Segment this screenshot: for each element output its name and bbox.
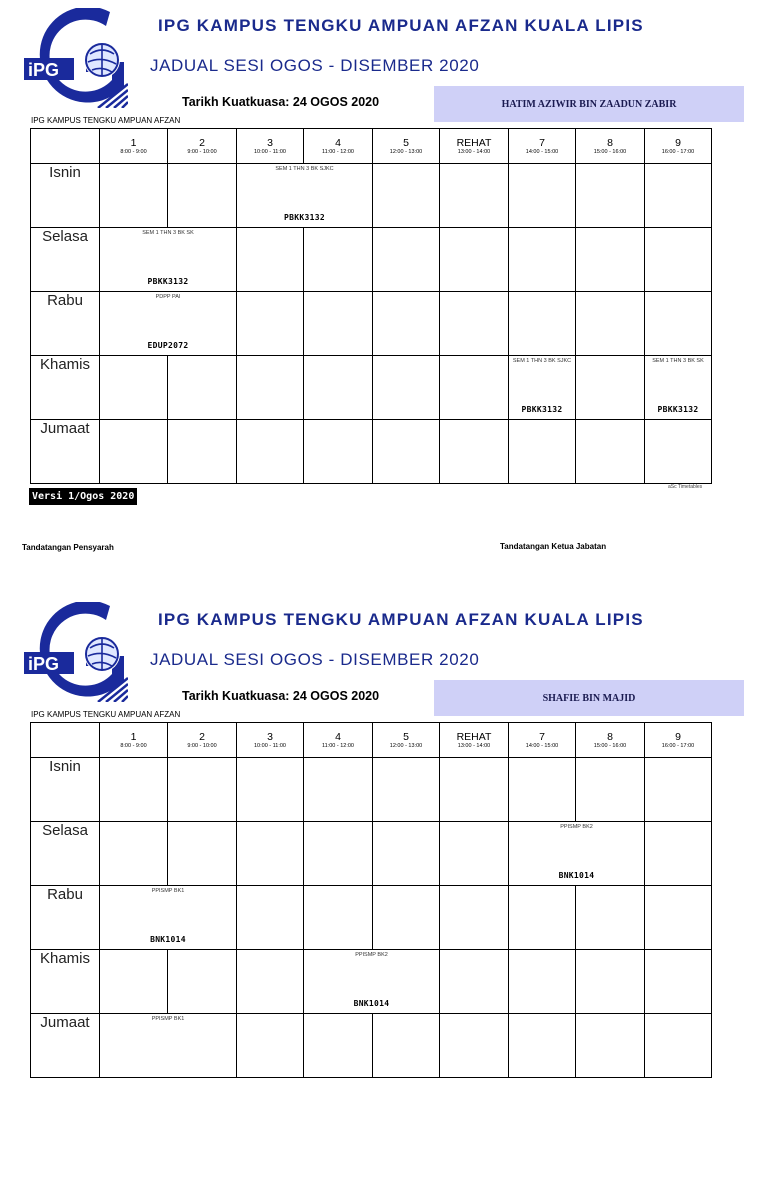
empty-slot xyxy=(304,1014,373,1078)
empty-slot xyxy=(100,164,168,228)
software-credit: aSc Timetables xyxy=(668,484,703,490)
empty-slot xyxy=(373,1014,440,1078)
empty-slot xyxy=(304,356,373,420)
class-group-label: SEM 1 THN 3 BK SK xyxy=(652,358,704,364)
empty-slot xyxy=(304,822,373,886)
empty-slot xyxy=(440,420,509,484)
course-code: BNK1014 xyxy=(558,871,595,880)
empty-slot xyxy=(509,886,576,950)
lecturer-signature-label: Tandatangan Pensyarah xyxy=(22,543,114,552)
day-label: Selasa xyxy=(31,228,100,292)
institution-title: IPG KAMPUS TENGKU AMPUAN AFZAN KUALA LIPIS xyxy=(158,610,644,629)
period-header xyxy=(645,129,712,164)
empty-slot xyxy=(373,822,440,886)
period-header xyxy=(237,129,304,164)
empty-slot xyxy=(237,886,304,950)
institution-title: IPG KAMPUS TENGKU AMPUAN AFZAN KUALA LIPIS xyxy=(158,16,644,35)
day-label: Rabu xyxy=(31,292,100,356)
logo-text: iPG xyxy=(28,60,60,80)
period-time: 9:00 - 10:00 xyxy=(187,149,217,155)
course-code: BNK1014 xyxy=(353,999,390,1008)
empty-slot xyxy=(237,356,304,420)
empty-slot xyxy=(237,1014,304,1078)
period-header xyxy=(576,723,645,758)
period-number: 2 xyxy=(199,731,205,743)
day-row xyxy=(31,950,712,1014)
period-header xyxy=(373,129,440,164)
day-label: Rabu xyxy=(31,886,100,950)
period-header xyxy=(645,723,712,758)
period-time: 12:00 - 13:00 xyxy=(389,743,423,749)
institution-subtitle: IPG KAMPUS TENGKU AMPUAN AFZAN xyxy=(31,710,181,719)
period-number: 5 xyxy=(403,731,409,743)
day-row xyxy=(31,758,712,822)
lecturer-name: SHAFIE BIN MAJID xyxy=(434,680,744,716)
empty-slot xyxy=(440,886,509,950)
timetable-grid xyxy=(30,722,712,1078)
lecturer-name: HATIM AZIWIR BIN ZAADUN ZABIR xyxy=(434,86,744,122)
period-number: 9 xyxy=(675,137,681,149)
period-time: 15:00 - 16:00 xyxy=(593,149,627,155)
class-slot xyxy=(100,292,237,356)
period-time: 14:00 - 15:00 xyxy=(525,743,559,749)
version-label: Versi 1/Ogos 2020 xyxy=(29,488,137,505)
period-number: 4 xyxy=(335,731,341,743)
period-time: 8:00 - 9:00 xyxy=(120,149,147,155)
class-slot xyxy=(100,228,237,292)
empty-slot xyxy=(576,950,645,1014)
empty-slot xyxy=(304,758,373,822)
period-header-row xyxy=(31,129,712,164)
empty-slot xyxy=(576,886,645,950)
day-row xyxy=(31,420,712,484)
empty-slot xyxy=(237,950,304,1014)
period-time: 13:00 - 14:00 xyxy=(457,149,491,155)
empty-slot xyxy=(645,822,712,886)
empty-slot xyxy=(373,356,440,420)
day-label: Jumaat xyxy=(31,420,100,484)
class-slot xyxy=(304,950,440,1014)
class-slot xyxy=(100,1014,237,1078)
day-label: Selasa xyxy=(31,822,100,886)
day-label: Isnin xyxy=(31,758,100,822)
empty-slot xyxy=(645,758,712,822)
period-number: 8 xyxy=(607,137,613,149)
period-header xyxy=(100,129,168,164)
empty-slot xyxy=(645,228,712,292)
class-slot xyxy=(237,164,373,228)
corner-cell xyxy=(31,723,100,758)
period-header xyxy=(576,129,645,164)
empty-slot xyxy=(576,758,645,822)
empty-slot xyxy=(100,356,168,420)
empty-slot xyxy=(100,758,168,822)
class-group-label: PPISMP BK1 xyxy=(151,1016,185,1022)
empty-slot xyxy=(237,822,304,886)
empty-slot xyxy=(168,758,237,822)
empty-slot xyxy=(168,164,237,228)
empty-slot xyxy=(373,292,440,356)
day-row xyxy=(31,292,712,356)
empty-slot xyxy=(509,758,576,822)
period-number: 7 xyxy=(539,731,545,743)
empty-slot xyxy=(645,164,712,228)
empty-slot xyxy=(440,228,509,292)
empty-slot xyxy=(100,420,168,484)
empty-slot xyxy=(304,420,373,484)
period-time: 16:00 - 17:00 xyxy=(661,743,695,749)
empty-slot xyxy=(509,164,576,228)
period-header xyxy=(237,723,304,758)
empty-slot xyxy=(237,758,304,822)
empty-slot xyxy=(645,292,712,356)
course-code: EDUP2072 xyxy=(147,341,189,350)
empty-slot xyxy=(576,228,645,292)
empty-slot xyxy=(168,950,237,1014)
class-group-label: SEM 1 THN 3 BK SK xyxy=(142,230,194,236)
class-slot xyxy=(509,822,645,886)
period-time: 15:00 - 16:00 xyxy=(593,743,627,749)
empty-slot xyxy=(509,292,576,356)
timetable-grid xyxy=(30,128,712,484)
empty-slot xyxy=(509,420,576,484)
empty-slot xyxy=(440,356,509,420)
period-number: 1 xyxy=(130,731,137,743)
course-code: PBKK3132 xyxy=(657,405,699,414)
course-code: PBKK3132 xyxy=(284,213,325,222)
empty-slot xyxy=(440,1014,509,1078)
institution-subtitle: IPG KAMPUS TENGKU AMPUAN AFZAN xyxy=(31,116,181,125)
period-number: 8 xyxy=(607,731,613,743)
empty-slot xyxy=(168,822,237,886)
empty-slot xyxy=(237,420,304,484)
empty-slot xyxy=(509,1014,576,1078)
period-header xyxy=(509,723,576,758)
class-group-label: SEM 1 THN 3 BK SJKC xyxy=(275,166,334,172)
day-label: Isnin xyxy=(31,164,100,228)
effective-date: Tarikh Kuatkuasa: 24 OGOS 2020 xyxy=(182,95,380,109)
period-header xyxy=(304,129,373,164)
period-header-row xyxy=(31,723,712,758)
day-label: Khamis xyxy=(31,356,100,420)
course-code: BNK1014 xyxy=(150,935,186,944)
empty-slot xyxy=(373,758,440,822)
empty-slot xyxy=(645,420,712,484)
class-slot xyxy=(100,886,237,950)
period-header xyxy=(168,129,237,164)
period-header xyxy=(509,129,576,164)
period-time: 16:00 - 17:00 xyxy=(661,149,695,155)
ipg-logo-icon xyxy=(24,602,128,702)
period-number: 1 xyxy=(130,137,137,149)
period-time: 12:00 - 13:00 xyxy=(389,149,423,155)
period-time: 9:00 - 10:00 xyxy=(187,743,217,749)
empty-slot xyxy=(100,950,168,1014)
empty-slot xyxy=(509,950,576,1014)
course-code: PBKK3132 xyxy=(521,405,563,414)
empty-slot xyxy=(168,356,237,420)
empty-slot xyxy=(304,228,373,292)
period-header xyxy=(304,723,373,758)
empty-slot xyxy=(440,822,509,886)
logo-text: iPG xyxy=(28,654,60,674)
period-time: 13:00 - 14:00 xyxy=(457,743,491,749)
class-group-label: PPISMP BK2 xyxy=(560,824,593,830)
class-group-label: PDPP PAI xyxy=(155,294,181,300)
period-number: 3 xyxy=(267,137,273,149)
period-number: 9 xyxy=(675,731,681,743)
empty-slot xyxy=(237,228,304,292)
class-group-label: SEM 1 THN 3 BK SJKC xyxy=(512,358,572,364)
empty-slot xyxy=(100,822,168,886)
empty-slot xyxy=(576,356,645,420)
period-number: 5 xyxy=(403,137,409,149)
period-time: 14:00 - 15:00 xyxy=(525,149,559,155)
class-group-label: PPISMP BK2 xyxy=(355,952,388,958)
empty-slot xyxy=(237,292,304,356)
period-number: 7 xyxy=(539,137,545,149)
period-time: 8:00 - 9:00 xyxy=(120,743,147,749)
head-signature-label: Tandatangan Ketua Jabatan xyxy=(500,542,607,551)
empty-slot xyxy=(576,164,645,228)
empty-slot xyxy=(373,886,440,950)
empty-slot xyxy=(440,758,509,822)
empty-slot xyxy=(304,886,373,950)
empty-slot xyxy=(645,886,712,950)
period-header xyxy=(440,129,509,164)
day-row xyxy=(31,228,712,292)
day-label: Khamis xyxy=(31,950,100,1014)
empty-slot xyxy=(304,292,373,356)
session-title: JADUAL SESI OGOS - DISEMBER 2020 xyxy=(150,650,480,669)
period-header xyxy=(100,723,168,758)
empty-slot xyxy=(576,420,645,484)
day-row xyxy=(31,886,712,950)
course-code: PBKK3132 xyxy=(147,277,189,286)
empty-slot xyxy=(645,1014,712,1078)
empty-slot xyxy=(373,228,440,292)
day-label: Jumaat xyxy=(31,1014,100,1078)
day-row xyxy=(31,164,712,228)
session-title: JADUAL SESI OGOS - DISEMBER 2020 xyxy=(150,56,480,75)
day-row xyxy=(31,356,712,420)
period-header xyxy=(168,723,237,758)
empty-slot xyxy=(440,164,509,228)
period-time: 10:00 - 11:00 xyxy=(253,149,286,155)
period-header xyxy=(440,723,509,758)
empty-slot xyxy=(440,292,509,356)
empty-slot xyxy=(440,950,509,1014)
corner-cell xyxy=(31,129,100,164)
period-number: 4 xyxy=(335,137,341,149)
timetable-page xyxy=(0,594,768,1188)
effective-date: Tarikh Kuatkuasa: 24 OGOS 2020 xyxy=(182,689,380,703)
ipg-logo-icon xyxy=(24,8,128,108)
empty-slot xyxy=(509,228,576,292)
empty-slot xyxy=(373,164,440,228)
period-number: REHAT xyxy=(456,731,492,743)
empty-slot xyxy=(576,292,645,356)
day-row xyxy=(31,1014,712,1078)
period-number: REHAT xyxy=(456,137,492,149)
class-slot xyxy=(509,356,576,420)
period-time: 11:00 - 12:00 xyxy=(321,743,354,749)
empty-slot xyxy=(168,420,237,484)
period-time: 10:00 - 11:00 xyxy=(253,743,286,749)
period-number: 3 xyxy=(267,731,273,743)
empty-slot xyxy=(373,420,440,484)
class-group-label: PPISMP BK1 xyxy=(151,888,185,894)
period-number: 2 xyxy=(199,137,205,149)
day-row xyxy=(31,822,712,886)
period-header xyxy=(373,723,440,758)
period-time: 11:00 - 12:00 xyxy=(321,149,354,155)
class-slot xyxy=(645,356,712,420)
empty-slot xyxy=(645,950,712,1014)
empty-slot xyxy=(576,1014,645,1078)
